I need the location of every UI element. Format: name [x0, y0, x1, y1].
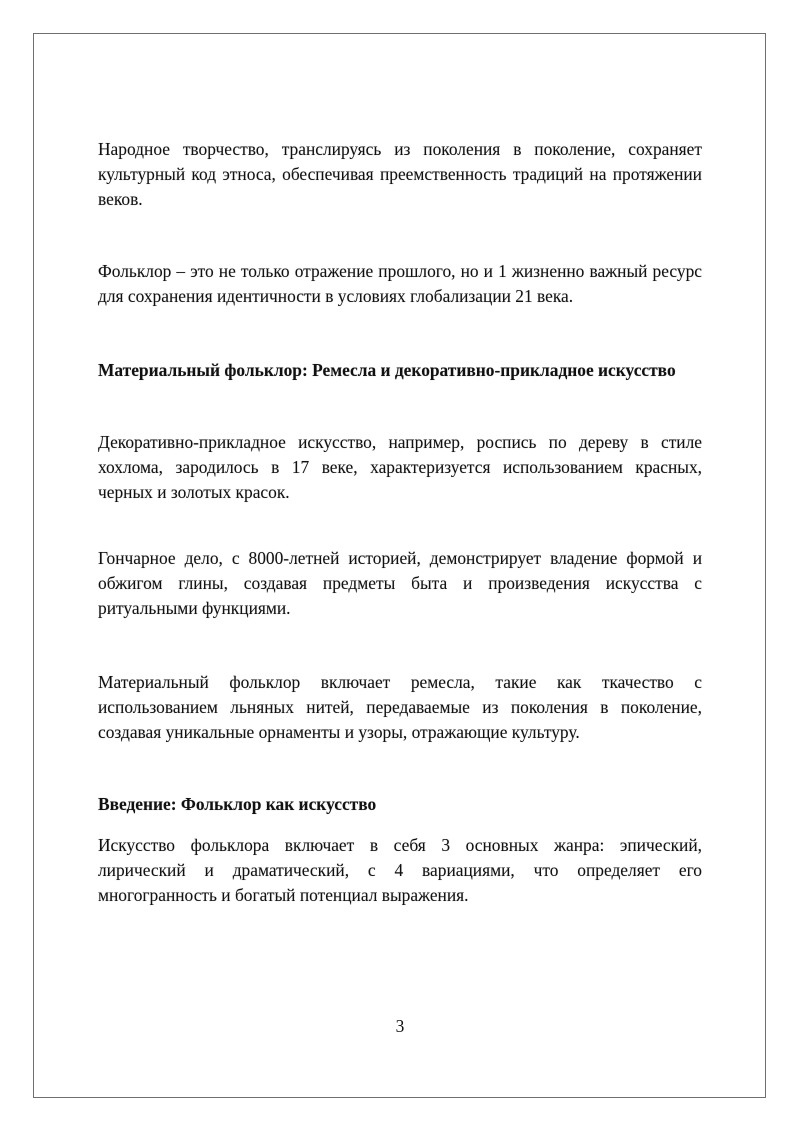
paragraph-pottery: Гончарное дело, с 8000-летней историей, демонстрирует владение формой и обжигом глины, создавая предметы быта и произведения искусства с ритуальными функциями.	[98, 548, 702, 618]
paragraph-folk-art-transmission: Народное творчество, транслируясь из поколения в поколение, сохраняет культурный код этноса, обеспечивая преемственность традиций на протяжении веков.	[98, 139, 702, 209]
paragraph-folklore-identity: Фольклор – это не только отражение прошлого, но и 1 жизненно важный ресурс для сохранения идентичности в условиях глобализации 21 века.	[98, 261, 702, 306]
section-heading-introduction: Введение: Фольклор как искусство	[98, 794, 377, 814]
paragraph-folklore-genres: Искусство фольклора включает в себя 3 основных жанра: эпический, лирический и драматический, с 4 вариациями, что определяет его многогранность и богатый потенциал выражения.	[98, 835, 702, 905]
page-number: 3	[395, 1016, 405, 1036]
section-heading-material-folklore: Материальный фольклор: Ремесла и декоративно-прикладное искусство	[98, 360, 676, 380]
paragraph-khokhloma: Декоративно-прикладное искусство, например, роспись по дереву в стиле хохлома, зародилось в 17 веке, характеризуется использованием красных, черных и золотых красок.	[98, 432, 702, 502]
paragraph-weaving: Материальный фольклор включает ремесла, такие как ткачество с использованием льняных нитей, передаваемые из поколения в поколение, создавая уникальные орнаменты и узоры, отражающие культуру.	[98, 672, 702, 742]
